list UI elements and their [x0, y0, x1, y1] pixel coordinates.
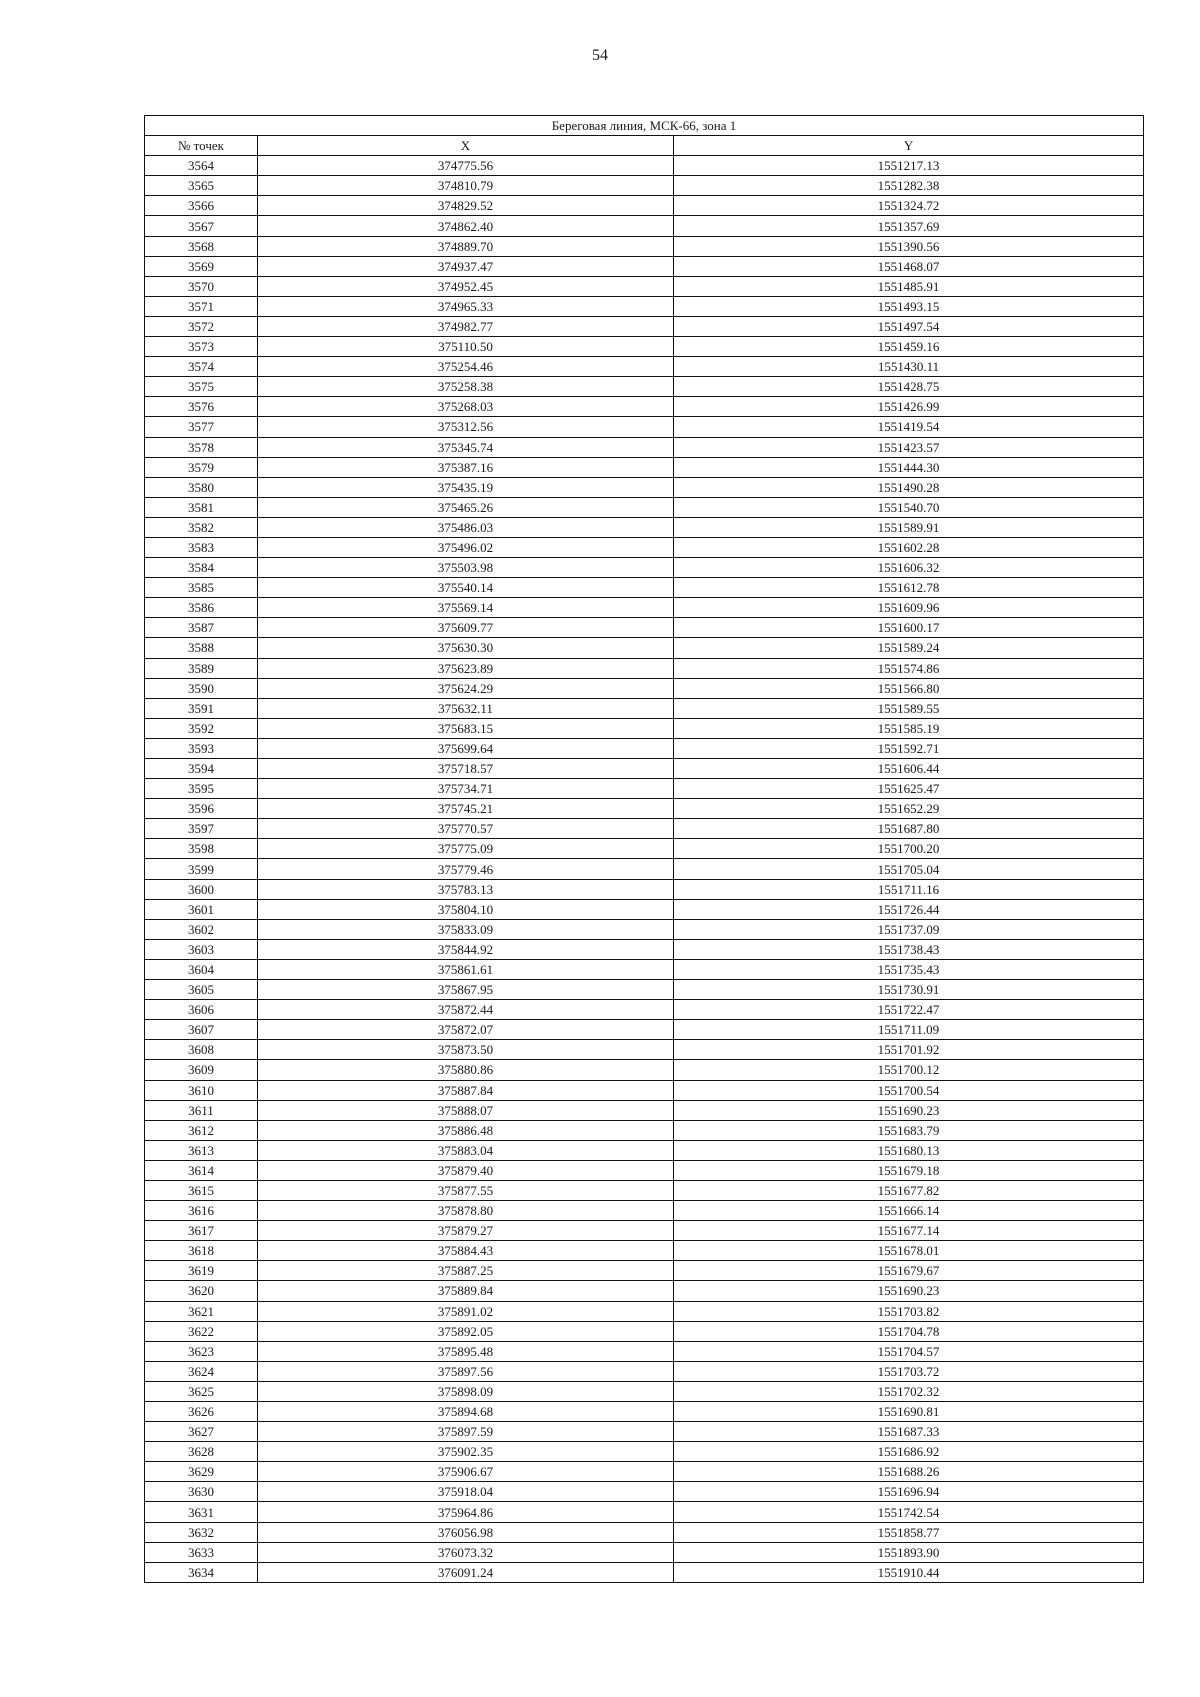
y-coordinate-cell: 1551444.30 — [674, 457, 1144, 477]
x-coordinate-cell: 375258.38 — [258, 377, 674, 397]
y-coordinate-cell: 1551696.94 — [674, 1482, 1144, 1502]
x-coordinate-cell: 375873.50 — [258, 1040, 674, 1060]
column-header-point-number: № точек — [145, 136, 258, 156]
x-coordinate-cell: 375110.50 — [258, 337, 674, 357]
y-coordinate-cell: 1551574.86 — [674, 658, 1144, 678]
y-coordinate-cell: 1551324.72 — [674, 196, 1144, 216]
x-coordinate-cell: 375902.35 — [258, 1442, 674, 1462]
x-coordinate-cell: 375632.11 — [258, 698, 674, 718]
point-number-cell: 3585 — [145, 578, 258, 598]
y-coordinate-cell: 1551592.71 — [674, 738, 1144, 758]
y-coordinate-cell: 1551540.70 — [674, 497, 1144, 517]
x-coordinate-cell: 374937.47 — [258, 256, 674, 276]
x-coordinate-cell: 375898.09 — [258, 1381, 674, 1401]
x-coordinate-cell: 375880.86 — [258, 1060, 674, 1080]
y-coordinate-cell: 1551688.26 — [674, 1462, 1144, 1482]
y-coordinate-cell: 1551589.55 — [674, 698, 1144, 718]
table-row — [145, 1120, 1144, 1140]
x-coordinate-cell: 375833.09 — [258, 919, 674, 939]
y-coordinate-cell: 1551742.54 — [674, 1502, 1144, 1522]
table-row — [145, 417, 1144, 437]
column-header-x: X — [258, 136, 674, 156]
table-row — [145, 1442, 1144, 1462]
point-number-cell: 3616 — [145, 1201, 258, 1221]
table-row — [145, 236, 1144, 256]
y-coordinate-cell: 1551893.90 — [674, 1542, 1144, 1562]
x-coordinate-cell: 375892.05 — [258, 1321, 674, 1341]
x-coordinate-cell: 375779.46 — [258, 859, 674, 879]
table-row — [145, 437, 1144, 457]
table-row — [145, 819, 1144, 839]
y-coordinate-cell: 1551703.72 — [674, 1361, 1144, 1381]
point-number-cell: 3576 — [145, 397, 258, 417]
table-row — [145, 316, 1144, 336]
x-coordinate-cell: 375503.98 — [258, 558, 674, 578]
y-coordinate-cell: 1551690.81 — [674, 1402, 1144, 1422]
point-number-cell: 3581 — [145, 497, 258, 517]
point-number-cell: 3601 — [145, 899, 258, 919]
table-row — [145, 1361, 1144, 1381]
table-row — [145, 618, 1144, 638]
point-number-cell: 3611 — [145, 1100, 258, 1120]
table-row — [145, 799, 1144, 819]
x-coordinate-cell: 375540.14 — [258, 578, 674, 598]
y-coordinate-cell: 1551687.33 — [674, 1422, 1144, 1442]
table-row — [145, 919, 1144, 939]
table-row — [145, 457, 1144, 477]
point-number-cell: 3614 — [145, 1160, 258, 1180]
y-coordinate-cell: 1551485.91 — [674, 276, 1144, 296]
y-coordinate-cell: 1551589.91 — [674, 517, 1144, 537]
point-number-cell: 3595 — [145, 779, 258, 799]
x-coordinate-cell: 375435.19 — [258, 477, 674, 497]
x-coordinate-cell: 375895.48 — [258, 1341, 674, 1361]
x-coordinate-cell: 374862.40 — [258, 216, 674, 236]
point-number-cell: 3583 — [145, 537, 258, 557]
table-row — [145, 537, 1144, 557]
table-row — [145, 1000, 1144, 1020]
y-coordinate-cell: 1551493.15 — [674, 296, 1144, 316]
point-number-cell: 3566 — [145, 196, 258, 216]
x-coordinate-cell: 375879.27 — [258, 1221, 674, 1241]
y-coordinate-cell: 1551858.77 — [674, 1522, 1144, 1542]
table-row — [145, 718, 1144, 738]
point-number-cell: 3577 — [145, 417, 258, 437]
point-number-cell: 3610 — [145, 1080, 258, 1100]
point-number-cell: 3573 — [145, 337, 258, 357]
x-coordinate-cell: 375718.57 — [258, 759, 674, 779]
x-coordinate-cell: 375872.07 — [258, 1020, 674, 1040]
y-coordinate-cell: 1551666.14 — [674, 1201, 1144, 1221]
point-number-cell: 3628 — [145, 1442, 258, 1462]
point-number-cell: 3565 — [145, 176, 258, 196]
table-row — [145, 1381, 1144, 1401]
point-number-cell: 3606 — [145, 1000, 258, 1020]
x-coordinate-cell: 375734.71 — [258, 779, 674, 799]
table-row — [145, 779, 1144, 799]
y-coordinate-cell: 1551683.79 — [674, 1120, 1144, 1140]
x-coordinate-cell: 375877.55 — [258, 1180, 674, 1200]
y-coordinate-cell: 1551677.14 — [674, 1221, 1144, 1241]
table-row — [145, 578, 1144, 598]
y-coordinate-cell: 1551703.82 — [674, 1301, 1144, 1321]
point-number-cell: 3594 — [145, 759, 258, 779]
table-row — [145, 1542, 1144, 1562]
y-coordinate-cell: 1551430.11 — [674, 357, 1144, 377]
table-row — [145, 1160, 1144, 1180]
y-coordinate-cell: 1551357.69 — [674, 216, 1144, 236]
y-coordinate-cell: 1551701.92 — [674, 1040, 1144, 1060]
table-row — [145, 1261, 1144, 1281]
point-number-cell: 3593 — [145, 738, 258, 758]
y-coordinate-cell: 1551602.28 — [674, 537, 1144, 557]
point-number-cell: 3630 — [145, 1482, 258, 1502]
point-number-cell: 3584 — [145, 558, 258, 578]
table-row — [145, 1241, 1144, 1261]
y-coordinate-cell: 1551726.44 — [674, 899, 1144, 919]
x-coordinate-cell: 375906.67 — [258, 1462, 674, 1482]
point-number-cell: 3592 — [145, 718, 258, 738]
table-row — [145, 357, 1144, 377]
x-coordinate-cell: 375268.03 — [258, 397, 674, 417]
point-number-cell: 3602 — [145, 919, 258, 939]
y-coordinate-cell: 1551700.54 — [674, 1080, 1144, 1100]
y-coordinate-cell: 1551609.96 — [674, 598, 1144, 618]
y-coordinate-cell: 1551490.28 — [674, 477, 1144, 497]
table-row — [145, 879, 1144, 899]
point-number-cell: 3627 — [145, 1422, 258, 1442]
table-row — [145, 1020, 1144, 1040]
y-coordinate-cell: 1551738.43 — [674, 939, 1144, 959]
table-row — [145, 377, 1144, 397]
x-coordinate-cell: 375844.92 — [258, 939, 674, 959]
point-number-cell: 3608 — [145, 1040, 258, 1060]
y-coordinate-cell: 1551690.23 — [674, 1100, 1144, 1120]
point-number-cell: 3572 — [145, 316, 258, 336]
y-coordinate-cell: 1551468.07 — [674, 256, 1144, 276]
table-row — [145, 1060, 1144, 1080]
table-row — [145, 296, 1144, 316]
x-coordinate-cell: 375897.56 — [258, 1361, 674, 1381]
point-number-cell: 3625 — [145, 1381, 258, 1401]
point-number-cell: 3620 — [145, 1281, 258, 1301]
x-coordinate-cell: 375683.15 — [258, 718, 674, 738]
table-row — [145, 1562, 1144, 1582]
x-coordinate-cell: 375887.84 — [258, 1080, 674, 1100]
point-number-cell: 3564 — [145, 156, 258, 176]
table-row — [145, 497, 1144, 517]
x-coordinate-cell: 375609.77 — [258, 618, 674, 638]
x-coordinate-cell: 375889.84 — [258, 1281, 674, 1301]
y-coordinate-cell: 1551705.04 — [674, 859, 1144, 879]
point-number-cell: 3589 — [145, 658, 258, 678]
x-coordinate-cell: 374952.45 — [258, 276, 674, 296]
point-number-cell: 3618 — [145, 1241, 258, 1261]
table-row — [145, 256, 1144, 276]
table-row — [145, 638, 1144, 658]
y-coordinate-cell: 1551625.47 — [674, 779, 1144, 799]
y-coordinate-cell: 1551423.57 — [674, 437, 1144, 457]
x-coordinate-cell: 375878.80 — [258, 1201, 674, 1221]
table-row — [145, 698, 1144, 718]
point-number-cell: 3570 — [145, 276, 258, 296]
table-row — [145, 959, 1144, 979]
table-row — [145, 216, 1144, 236]
table-row — [145, 1502, 1144, 1522]
point-number-cell: 3634 — [145, 1562, 258, 1582]
x-coordinate-cell: 375883.04 — [258, 1140, 674, 1160]
y-coordinate-cell: 1551390.56 — [674, 236, 1144, 256]
y-coordinate-cell: 1551606.44 — [674, 759, 1144, 779]
y-coordinate-cell: 1551687.80 — [674, 819, 1144, 839]
x-coordinate-cell: 375879.40 — [258, 1160, 674, 1180]
point-number-cell: 3629 — [145, 1462, 258, 1482]
point-number-cell: 3612 — [145, 1120, 258, 1140]
x-coordinate-cell: 374982.77 — [258, 316, 674, 336]
table-row — [145, 598, 1144, 618]
table-row — [145, 939, 1144, 959]
x-coordinate-cell: 374965.33 — [258, 296, 674, 316]
y-coordinate-cell: 1551722.47 — [674, 1000, 1144, 1020]
table-row — [145, 738, 1144, 758]
y-coordinate-cell: 1551585.19 — [674, 718, 1144, 738]
x-coordinate-cell: 375783.13 — [258, 879, 674, 899]
y-coordinate-cell: 1551686.92 — [674, 1442, 1144, 1462]
y-coordinate-cell: 1551606.32 — [674, 558, 1144, 578]
point-number-cell: 3598 — [145, 839, 258, 859]
point-number-cell: 3626 — [145, 1402, 258, 1422]
point-number-cell: 3605 — [145, 980, 258, 1000]
y-coordinate-cell: 1551702.32 — [674, 1381, 1144, 1401]
point-number-cell: 3631 — [145, 1502, 258, 1522]
y-coordinate-cell: 1551652.29 — [674, 799, 1144, 819]
table-row — [145, 759, 1144, 779]
x-coordinate-cell: 375630.30 — [258, 638, 674, 658]
point-number-cell: 3617 — [145, 1221, 258, 1241]
x-coordinate-cell: 375888.07 — [258, 1100, 674, 1120]
x-coordinate-cell: 375894.68 — [258, 1402, 674, 1422]
point-number-cell: 3579 — [145, 457, 258, 477]
x-coordinate-cell: 375918.04 — [258, 1482, 674, 1502]
table-row — [145, 678, 1144, 698]
table-row — [145, 196, 1144, 216]
point-number-cell: 3578 — [145, 437, 258, 457]
x-coordinate-cell: 375387.16 — [258, 457, 674, 477]
y-coordinate-cell: 1551910.44 — [674, 1562, 1144, 1582]
table-row — [145, 1221, 1144, 1241]
point-number-cell: 3600 — [145, 879, 258, 899]
x-coordinate-cell: 375770.57 — [258, 819, 674, 839]
point-number-cell: 3568 — [145, 236, 258, 256]
table-row — [145, 558, 1144, 578]
x-coordinate-cell: 376091.24 — [258, 1562, 674, 1582]
y-coordinate-cell: 1551711.09 — [674, 1020, 1144, 1040]
point-number-cell: 3632 — [145, 1522, 258, 1542]
x-coordinate-cell: 375345.74 — [258, 437, 674, 457]
y-coordinate-cell: 1551678.01 — [674, 1241, 1144, 1261]
table-row — [145, 899, 1144, 919]
x-coordinate-cell: 374889.70 — [258, 236, 674, 256]
table-row — [145, 1341, 1144, 1361]
x-coordinate-cell: 375884.43 — [258, 1241, 674, 1261]
x-coordinate-cell: 375486.03 — [258, 517, 674, 537]
point-number-cell: 3597 — [145, 819, 258, 839]
point-number-cell: 3621 — [145, 1301, 258, 1321]
x-coordinate-cell: 375624.29 — [258, 678, 674, 698]
x-coordinate-cell: 375465.26 — [258, 497, 674, 517]
x-coordinate-cell: 375891.02 — [258, 1301, 674, 1321]
table-row — [145, 859, 1144, 879]
y-coordinate-cell: 1551419.54 — [674, 417, 1144, 437]
point-number-cell: 3586 — [145, 598, 258, 618]
y-coordinate-cell: 1551730.91 — [674, 980, 1144, 1000]
point-number-cell: 3587 — [145, 618, 258, 638]
y-coordinate-cell: 1551679.18 — [674, 1160, 1144, 1180]
x-coordinate-cell: 375623.89 — [258, 658, 674, 678]
y-coordinate-cell: 1551700.20 — [674, 839, 1144, 859]
y-coordinate-cell: 1551677.82 — [674, 1180, 1144, 1200]
x-coordinate-cell: 375872.44 — [258, 1000, 674, 1020]
point-number-cell: 3619 — [145, 1261, 258, 1281]
y-coordinate-cell: 1551589.24 — [674, 638, 1144, 658]
table-row — [145, 1462, 1144, 1482]
table-body — [145, 156, 1144, 1583]
table-row — [145, 156, 1144, 176]
point-number-cell: 3622 — [145, 1321, 258, 1341]
y-coordinate-cell: 1551612.78 — [674, 578, 1144, 598]
x-coordinate-cell: 375886.48 — [258, 1120, 674, 1140]
table-row — [145, 1140, 1144, 1160]
x-coordinate-cell: 376056.98 — [258, 1522, 674, 1542]
y-coordinate-cell: 1551459.16 — [674, 337, 1144, 357]
point-number-cell: 3615 — [145, 1180, 258, 1200]
x-coordinate-cell: 375897.59 — [258, 1422, 674, 1442]
point-number-cell: 3580 — [145, 477, 258, 497]
table-row — [145, 1301, 1144, 1321]
table-row — [145, 1040, 1144, 1060]
point-number-cell: 3624 — [145, 1361, 258, 1381]
x-coordinate-cell: 375775.09 — [258, 839, 674, 859]
point-number-cell: 3604 — [145, 959, 258, 979]
y-coordinate-cell: 1551704.57 — [674, 1341, 1144, 1361]
x-coordinate-cell: 375964.86 — [258, 1502, 674, 1522]
table-row — [145, 1180, 1144, 1200]
table-row — [145, 1080, 1144, 1100]
table-row — [145, 1522, 1144, 1542]
table-row — [145, 1281, 1144, 1301]
y-coordinate-cell: 1551566.80 — [674, 678, 1144, 698]
column-header-y: Y — [674, 136, 1144, 156]
point-number-cell: 3633 — [145, 1542, 258, 1562]
x-coordinate-cell: 376073.32 — [258, 1542, 674, 1562]
y-coordinate-cell: 1551428.75 — [674, 377, 1144, 397]
table-row — [145, 1422, 1144, 1442]
point-number-cell: 3574 — [145, 357, 258, 377]
y-coordinate-cell: 1551711.16 — [674, 879, 1144, 899]
point-number-cell: 3590 — [145, 678, 258, 698]
point-number-cell: 3613 — [145, 1140, 258, 1160]
point-number-cell: 3609 — [145, 1060, 258, 1080]
x-coordinate-cell: 375254.46 — [258, 357, 674, 377]
y-coordinate-cell: 1551497.54 — [674, 316, 1144, 336]
y-coordinate-cell: 1551426.99 — [674, 397, 1144, 417]
y-coordinate-cell: 1551680.13 — [674, 1140, 1144, 1160]
table-row — [145, 1321, 1144, 1341]
y-coordinate-cell: 1551679.67 — [674, 1261, 1144, 1281]
x-coordinate-cell: 374829.52 — [258, 196, 674, 216]
x-coordinate-cell: 375312.56 — [258, 417, 674, 437]
coordinates-table — [144, 115, 1144, 1583]
x-coordinate-cell: 375887.25 — [258, 1261, 674, 1281]
table-row — [145, 176, 1144, 196]
x-coordinate-cell: 375804.10 — [258, 899, 674, 919]
y-coordinate-cell: 1551217.13 — [674, 156, 1144, 176]
point-number-cell: 3567 — [145, 216, 258, 236]
y-coordinate-cell: 1551737.09 — [674, 919, 1144, 939]
y-coordinate-cell: 1551600.17 — [674, 618, 1144, 638]
x-coordinate-cell: 375699.64 — [258, 738, 674, 758]
x-coordinate-cell: 374775.56 — [258, 156, 674, 176]
table-row — [145, 276, 1144, 296]
x-coordinate-cell: 375569.14 — [258, 598, 674, 618]
point-number-cell: 3596 — [145, 799, 258, 819]
point-number-cell: 3603 — [145, 939, 258, 959]
point-number-cell: 3569 — [145, 256, 258, 276]
table-row — [145, 839, 1144, 859]
y-coordinate-cell: 1551690.23 — [674, 1281, 1144, 1301]
point-number-cell: 3623 — [145, 1341, 258, 1361]
point-number-cell: 3591 — [145, 698, 258, 718]
table-row — [145, 1201, 1144, 1221]
table-row — [145, 477, 1144, 497]
point-number-cell: 3607 — [145, 1020, 258, 1040]
point-number-cell: 3575 — [145, 377, 258, 397]
x-coordinate-cell: 374810.79 — [258, 176, 674, 196]
y-coordinate-cell: 1551282.38 — [674, 176, 1144, 196]
y-coordinate-cell: 1551735.43 — [674, 959, 1144, 979]
table-row — [145, 658, 1144, 678]
table-row — [145, 337, 1144, 357]
x-coordinate-cell: 375745.21 — [258, 799, 674, 819]
y-coordinate-cell: 1551700.12 — [674, 1060, 1144, 1080]
point-number-cell: 3582 — [145, 517, 258, 537]
table-row — [145, 980, 1144, 1000]
page-number: 54 — [592, 47, 608, 64]
x-coordinate-cell: 375861.61 — [258, 959, 674, 979]
table-title: Береговая линия, МСК-66, зона 1 — [145, 116, 1144, 136]
point-number-cell: 3588 — [145, 638, 258, 658]
table-row — [145, 517, 1144, 537]
point-number-cell: 3571 — [145, 296, 258, 316]
table-row — [145, 1402, 1144, 1422]
table-row — [145, 1100, 1144, 1120]
table-row — [145, 397, 1144, 417]
y-coordinate-cell: 1551704.78 — [674, 1321, 1144, 1341]
x-coordinate-cell: 375867.95 — [258, 980, 674, 1000]
point-number-cell: 3599 — [145, 859, 258, 879]
table-row — [145, 1482, 1144, 1502]
x-coordinate-cell: 375496.02 — [258, 537, 674, 557]
